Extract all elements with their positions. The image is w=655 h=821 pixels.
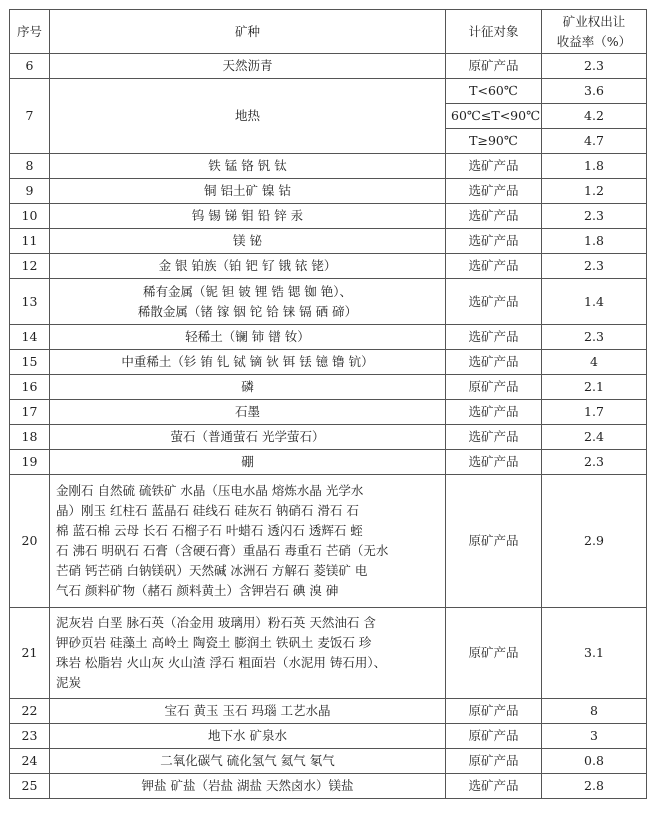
mineral-name-line: 钾砂页岩 硅藻土 高岭土 陶瓷土 膨润土 铁矾土 麦饭石 珍	[56, 635, 372, 650]
mineral-name-line: 气石 颜料矿物（赭石 颜料黄土）含钾岩石 碘 溴 砷	[56, 583, 339, 598]
rate-value: 3.1	[542, 608, 647, 699]
rate-value: 4.2	[542, 104, 647, 129]
table-row	[10, 54, 647, 79]
rate-value: 1.2	[542, 179, 647, 204]
rate-value: 2.9	[542, 475, 647, 608]
table-row	[10, 450, 647, 475]
levy-object: 选矿产品	[446, 179, 542, 204]
levy-object: 选矿产品	[446, 400, 542, 425]
mineral-name-line: 晶）刚玉 红柱石 蓝晶石 硅线石 硅灰石 钠硝石 滑石 石	[56, 503, 359, 518]
mineral-name: 钨 锡 锑 钼 铅 锌 汞	[50, 204, 446, 229]
row-number: 14	[10, 325, 50, 350]
levy-object: 原矿产品	[446, 724, 542, 749]
table-row	[10, 425, 647, 450]
rate-value: 1.4	[542, 279, 647, 325]
mineral-name: 金 银 铂族（铂 钯 钌 锇 铱 铑）	[50, 254, 446, 279]
header-no: 序号	[10, 10, 50, 54]
mineral-name: 地下水 矿泉水	[50, 724, 446, 749]
header-rate	[542, 10, 647, 54]
levy-object: 选矿产品	[446, 450, 542, 475]
mineral-name-line: 棉 蓝石棉 云母 长石 石榴子石 叶蜡石 透闪石 透辉石 蛭	[56, 523, 363, 538]
rate-value: 2.1	[542, 375, 647, 400]
rate-value: 3.6	[542, 79, 647, 104]
table-row	[10, 154, 647, 179]
table-body	[10, 54, 647, 799]
mineral-name-line: 稀散金属（锗 镓 铟 铊 铪 铼 镉 硒 碲）	[137, 303, 358, 319]
rate-value: 2.8	[542, 774, 647, 799]
table-row	[10, 375, 647, 400]
mineral-name-line: 金刚石 自然硫 硫铁矿 水晶（压电水晶 熔炼水晶 光学水	[56, 483, 364, 498]
row-number: 9	[10, 179, 50, 204]
header-rate-line2: 收益率（%）	[556, 33, 632, 49]
rate-value: 2.3	[542, 254, 647, 279]
row-number: 25	[10, 774, 50, 799]
table-row	[10, 204, 647, 229]
table-row	[10, 79, 647, 104]
table-row	[10, 475, 647, 608]
table-row	[10, 749, 647, 774]
mineral-name: 宝石 黄玉 玉石 玛瑙 工艺水晶	[50, 699, 446, 724]
table-row	[10, 229, 647, 254]
mineral-name: 石墨	[50, 400, 446, 425]
row-number: 15	[10, 350, 50, 375]
levy-object: 原矿产品	[446, 608, 542, 699]
rate-value: 4.7	[542, 129, 647, 154]
rate-value: 1.7	[542, 400, 647, 425]
mineral-name: 天然沥青	[50, 54, 446, 79]
mineral-name: 磷	[50, 375, 446, 400]
table-row	[10, 350, 647, 375]
rate-value: 8	[542, 699, 647, 724]
mineral-name-line: 石 沸石 明矾石 石膏（含硬石膏）重晶石 毒重石 芒硝（无水	[56, 543, 389, 558]
levy-object: 选矿产品	[446, 350, 542, 375]
mineral-name: 地热	[50, 79, 446, 154]
row-number: 16	[10, 375, 50, 400]
levy-object: 选矿产品	[446, 204, 542, 229]
mineral-name: 萤石（普通萤石 光学萤石）	[50, 425, 446, 450]
row-number: 17	[10, 400, 50, 425]
table-header-row	[10, 10, 647, 54]
mineral-name: 硼	[50, 450, 446, 475]
levy-object: 60℃≤T<90℃	[446, 104, 542, 129]
rate-value: 2.3	[542, 325, 647, 350]
table-row	[10, 325, 647, 350]
mineral-name-line: 稀有金属（铌 钽 铍 锂 锆 锶 铷 铯）、	[142, 283, 353, 299]
table-row	[10, 400, 647, 425]
levy-object: 选矿产品	[446, 425, 542, 450]
rate-value: 1.8	[542, 229, 647, 254]
mineral-name-line: 泥炭	[56, 675, 82, 690]
row-number: 7	[10, 79, 50, 154]
table-row	[10, 699, 647, 724]
row-number: 23	[10, 724, 50, 749]
row-number: 11	[10, 229, 50, 254]
mineral-name	[50, 279, 446, 325]
row-number: 10	[10, 204, 50, 229]
table-row	[10, 179, 647, 204]
table-row	[10, 774, 647, 799]
mineral-name-line: 泥灰岩 白垩 脉石英（冶金用 玻璃用）粉石英 天然油石 含	[56, 615, 376, 630]
row-number: 6	[10, 54, 50, 79]
mineral-name: 二氧化碳气 硫化氢气 氦气 氡气	[50, 749, 446, 774]
rate-value: 2.3	[542, 204, 647, 229]
mineral-name: 中重稀土（钐 铕 钆 铽 镝 钬 铒 铥 镱 镥 钪）	[50, 350, 446, 375]
rate-value: 1.8	[542, 154, 647, 179]
row-number: 13	[10, 279, 50, 325]
levy-object: 原矿产品	[446, 475, 542, 608]
row-number: 21	[10, 608, 50, 699]
rate-value: 4	[542, 350, 647, 375]
table-row	[10, 608, 647, 699]
row-number: 12	[10, 254, 50, 279]
levy-object: 原矿产品	[446, 54, 542, 79]
rate-value: 3	[542, 724, 647, 749]
header-mineral: 矿种	[50, 10, 446, 54]
levy-object: 原矿产品	[446, 749, 542, 774]
levy-object: 选矿产品	[446, 325, 542, 350]
mineral-name: 钾盐 矿盐（岩盐 湖盐 天然卤水）镁盐	[50, 774, 446, 799]
mineral-name	[50, 475, 446, 608]
mineral-name	[50, 608, 446, 699]
rate-value: 0.8	[542, 749, 647, 774]
mineral-name-line: 珠岩 松脂岩 火山灰 火山渣 浮石 粗面岩（水泥用 铸石用）、	[56, 655, 387, 670]
row-number: 24	[10, 749, 50, 774]
mineral-name: 铁 锰 铬 钒 钛	[50, 154, 446, 179]
row-number: 8	[10, 154, 50, 179]
levy-object: 选矿产品	[446, 774, 542, 799]
rate-value: 2.4	[542, 425, 647, 450]
rate-value: 2.3	[542, 54, 647, 79]
row-number: 20	[10, 475, 50, 608]
row-number: 18	[10, 425, 50, 450]
mineral-rate-table	[9, 9, 647, 799]
levy-object: 选矿产品	[446, 254, 542, 279]
levy-object: T<60℃	[446, 79, 542, 104]
levy-object: 选矿产品	[446, 229, 542, 254]
table-row	[10, 279, 647, 325]
row-number: 22	[10, 699, 50, 724]
mineral-name-line: 芒硝 钙芒硝 白钠镁矾）天然碱 冰洲石 方解石 菱镁矿 电	[56, 563, 368, 578]
mineral-name: 轻稀土（镧 铈 镨 钕）	[50, 325, 446, 350]
levy-object: 原矿产品	[446, 375, 542, 400]
levy-object: 选矿产品	[446, 154, 542, 179]
header-object: 计征对象	[446, 10, 542, 54]
levy-object: 原矿产品	[446, 699, 542, 724]
header-rate-line1: 矿业权出让	[562, 13, 626, 29]
table-row	[10, 724, 647, 749]
mineral-name: 铜 铝土矿 镍 钴	[50, 179, 446, 204]
levy-object: 选矿产品	[446, 279, 542, 325]
rate-value: 2.3	[542, 450, 647, 475]
row-number: 19	[10, 450, 50, 475]
mineral-name: 镁 铋	[50, 229, 446, 254]
levy-object: T≥90℃	[446, 129, 542, 154]
table-row	[10, 254, 647, 279]
